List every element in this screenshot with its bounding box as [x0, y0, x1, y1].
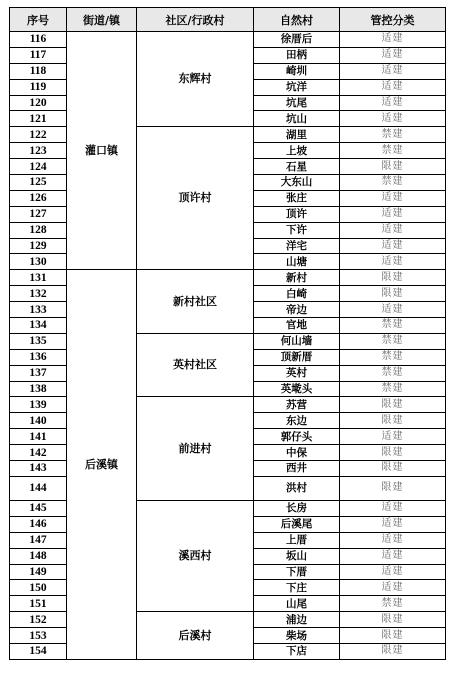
- category-cell: 适建: [340, 254, 446, 270]
- category-cell: 禁建: [340, 365, 446, 381]
- village-cell: 柴场: [254, 628, 340, 644]
- village-cell: 顶新厝: [254, 349, 340, 365]
- community-cell: 东辉村: [137, 32, 254, 127]
- category-cell: 适建: [340, 79, 446, 95]
- table-body: [10, 32, 446, 660]
- village-cell: 西井: [254, 461, 340, 477]
- seq-cell: 142: [10, 445, 67, 461]
- seq-cell: 141: [10, 429, 67, 445]
- village-cell: 崎圳: [254, 63, 340, 79]
- category-cell: 适建: [340, 532, 446, 548]
- village-cell: 徐厝后: [254, 32, 340, 48]
- category-cell: 适建: [340, 500, 446, 516]
- table-row: [10, 32, 446, 48]
- seq-cell: 137: [10, 365, 67, 381]
- category-cell: 限建: [340, 628, 446, 644]
- category-cell: 禁建: [340, 381, 446, 397]
- category-cell: 适建: [340, 111, 446, 127]
- category-cell: 限建: [340, 461, 446, 477]
- seq-cell: 127: [10, 206, 67, 222]
- seq-cell: 130: [10, 254, 67, 270]
- village-cell: 何山墙: [254, 333, 340, 349]
- village-cell: 田柄: [254, 47, 340, 63]
- header-row: [10, 8, 446, 32]
- seq-cell: 117: [10, 47, 67, 63]
- seq-cell: 120: [10, 95, 67, 111]
- village-cell: 下庄: [254, 580, 340, 596]
- seq-cell: 154: [10, 643, 67, 659]
- village-cell: 下店: [254, 643, 340, 659]
- village-cell: 洋宅: [254, 238, 340, 254]
- village-cell: 大东山: [254, 175, 340, 191]
- seq-cell: 138: [10, 381, 67, 397]
- category-cell: 适建: [340, 580, 446, 596]
- header-seq: 序号: [10, 8, 67, 32]
- village-cell: 上厝: [254, 532, 340, 548]
- category-cell: 禁建: [340, 349, 446, 365]
- category-cell: 适建: [340, 95, 446, 111]
- seq-cell: 144: [10, 476, 67, 500]
- community-cell: 新村社区: [137, 270, 254, 334]
- seq-cell: 129: [10, 238, 67, 254]
- village-cell: 坑洋: [254, 79, 340, 95]
- community-cell: 溪西村: [137, 500, 254, 611]
- category-cell: 禁建: [340, 143, 446, 159]
- village-cell: 上坡: [254, 143, 340, 159]
- seq-cell: 151: [10, 596, 67, 612]
- village-control-table: [9, 7, 446, 660]
- seq-cell: 140: [10, 413, 67, 429]
- category-cell: 禁建: [340, 127, 446, 143]
- category-cell: 适建: [340, 238, 446, 254]
- village-cell: 郭仔头: [254, 429, 340, 445]
- seq-cell: 126: [10, 190, 67, 206]
- community-cell: 后溪村: [137, 612, 254, 660]
- category-cell: 限建: [340, 159, 446, 175]
- village-cell: 长房: [254, 500, 340, 516]
- seq-cell: 134: [10, 318, 67, 334]
- seq-cell: 143: [10, 461, 67, 477]
- category-cell: 限建: [340, 270, 446, 286]
- seq-cell: 133: [10, 302, 67, 318]
- category-cell: 限建: [340, 397, 446, 413]
- seq-cell: 124: [10, 159, 67, 175]
- category-cell: 适建: [340, 190, 446, 206]
- seq-cell: 136: [10, 349, 67, 365]
- village-cell: 下许: [254, 222, 340, 238]
- village-cell: 英村: [254, 365, 340, 381]
- category-cell: 限建: [340, 413, 446, 429]
- seq-cell: 123: [10, 143, 67, 159]
- category-cell: 适建: [340, 63, 446, 79]
- village-cell: 张庄: [254, 190, 340, 206]
- village-cell: 洪村: [254, 476, 340, 500]
- category-cell: 适建: [340, 206, 446, 222]
- town-cell: 灌口镇: [67, 32, 137, 270]
- seq-cell: 147: [10, 532, 67, 548]
- village-cell: 白崎: [254, 286, 340, 302]
- seq-cell: 135: [10, 333, 67, 349]
- category-cell: 适建: [340, 222, 446, 238]
- seq-cell: 146: [10, 516, 67, 532]
- seq-cell: 121: [10, 111, 67, 127]
- seq-cell: 150: [10, 580, 67, 596]
- village-cell: 东边: [254, 413, 340, 429]
- category-cell: 适建: [340, 548, 446, 564]
- seq-cell: 153: [10, 628, 67, 644]
- category-cell: 适建: [340, 302, 446, 318]
- seq-cell: 132: [10, 286, 67, 302]
- seq-cell: 149: [10, 564, 67, 580]
- header-town: 街道/镇: [67, 8, 137, 32]
- community-cell: 顶许村: [137, 127, 254, 270]
- category-cell: 限建: [340, 476, 446, 500]
- category-cell: 适建: [340, 47, 446, 63]
- community-cell: 前进村: [137, 397, 254, 500]
- seq-cell: 125: [10, 175, 67, 191]
- seq-cell: 145: [10, 500, 67, 516]
- seq-cell: 131: [10, 270, 67, 286]
- category-cell: 禁建: [340, 175, 446, 191]
- village-cell: 坑尾: [254, 95, 340, 111]
- community-cell: 英村社区: [137, 333, 254, 397]
- town-cell: 后溪镇: [67, 270, 137, 659]
- seq-cell: 148: [10, 548, 67, 564]
- village-cell: 帝边: [254, 302, 340, 318]
- category-cell: 限建: [340, 643, 446, 659]
- seq-cell: 118: [10, 63, 67, 79]
- seq-cell: 122: [10, 127, 67, 143]
- header-community: 社区/行政村: [137, 8, 254, 32]
- village-cell: 中保: [254, 445, 340, 461]
- category-cell: 适建: [340, 429, 446, 445]
- table-row: [10, 270, 446, 286]
- header-category: 管控分类: [340, 8, 446, 32]
- category-cell: 适建: [340, 564, 446, 580]
- category-cell: 限建: [340, 286, 446, 302]
- village-cell: 新村: [254, 270, 340, 286]
- village-cell: 后溪尾: [254, 516, 340, 532]
- category-cell: 禁建: [340, 318, 446, 334]
- category-cell: 禁建: [340, 333, 446, 349]
- village-cell: 下厝: [254, 564, 340, 580]
- header-village: 自然村: [254, 8, 340, 32]
- village-cell: 坂山: [254, 548, 340, 564]
- village-cell: 苏营: [254, 397, 340, 413]
- village-cell: 浦边: [254, 612, 340, 628]
- seq-cell: 116: [10, 32, 67, 48]
- seq-cell: 128: [10, 222, 67, 238]
- village-cell: 湖里: [254, 127, 340, 143]
- category-cell: 限建: [340, 612, 446, 628]
- category-cell: 适建: [340, 516, 446, 532]
- village-cell: 山尾: [254, 596, 340, 612]
- seq-cell: 152: [10, 612, 67, 628]
- village-cell: 官地: [254, 318, 340, 334]
- category-cell: 禁建: [340, 596, 446, 612]
- seq-cell: 139: [10, 397, 67, 413]
- category-cell: 适建: [340, 32, 446, 48]
- village-cell: 坑山: [254, 111, 340, 127]
- village-cell: 英墘头: [254, 381, 340, 397]
- village-cell: 顶许: [254, 206, 340, 222]
- village-cell: 山塘: [254, 254, 340, 270]
- village-cell: 石星: [254, 159, 340, 175]
- category-cell: 限建: [340, 445, 446, 461]
- seq-cell: 119: [10, 79, 67, 95]
